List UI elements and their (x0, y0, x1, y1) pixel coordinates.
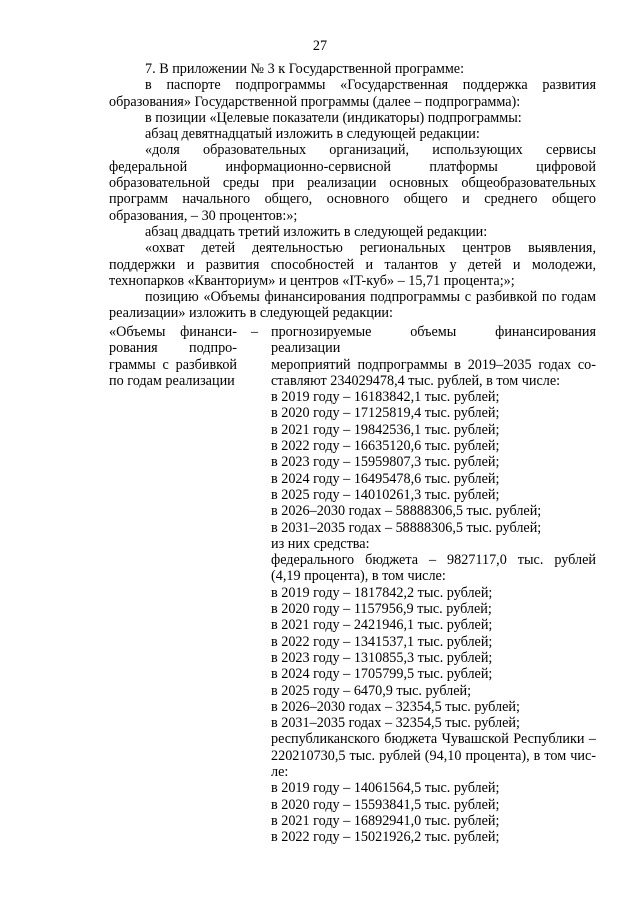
financing-line: в 2021 году – 16892941,0 тыс. рублей; (271, 812, 500, 829)
financing-line: в 2019 году – 16183842,1 тыс. рублей; (271, 389, 500, 406)
financing-line: федерального бюджета – 9827117,0 тыс. рублей (271, 552, 596, 569)
paragraph: абзац девятнадцатый изложить в следующей редакции: (145, 126, 480, 143)
financing-line: в 2031–2035 годах – 58888306,5 тыс. рублей; (271, 519, 542, 536)
financing-line: в 2025 году – 6470,9 тыс. рублей; (271, 682, 472, 699)
financing-line: ставляют 234029478,4 тыс. рублей, в том числе: (271, 372, 561, 389)
financing-line: в 2021 году – 2421946,1 тыс. рублей; (271, 617, 493, 634)
financing-line: 220210730,5 тыс. рублей (94,10 процента), в том чис- (271, 747, 596, 764)
financing-line: в 2024 году – 16495478,6 тыс. рублей; (271, 470, 500, 487)
financing-line: прогнозируемые объемы финансирования реализации (271, 324, 596, 357)
paragraph: в паспорте подпрограммы «Государственная поддержка развития образования» Государственной программы (далее – подпрограмма): (109, 77, 596, 110)
financing-line: из них средства: (271, 535, 370, 552)
financing-line: в 2023 году – 1310855,3 тыс. рублей; (271, 649, 493, 666)
separator-dash: – (251, 324, 259, 340)
parameter-name-line: рования подпро- (109, 340, 237, 357)
paragraph: в позиции «Целевые показатели (индикаторы) подпрограммы: (145, 109, 522, 126)
paragraph: «охват детей деятельностью региональных центров выявления, поддержки и развития способностей и талантов у детей и молодежи, технопарков «Кванториум» и центров «IT-куб» – 15,71 процента;»; (109, 240, 596, 289)
amendment-text (109, 61, 596, 322)
financing-line: в 2024 году – 1705799,5 тыс. рублей; (271, 666, 493, 683)
financing-line: в 2026–2030 годах – 58888306,5 тыс. рублей; (271, 503, 542, 520)
paragraph: «доля образовательных организаций, использующих сервисы федеральной информационно-сервисной платформы цифровой образовательной среды при реализации основных общеобразовательных программ начального общего, основного общего и среднего общего образования, – 30 процентов:»; (109, 142, 596, 224)
financing-line: (4,19 процента), в том числе: (271, 568, 446, 585)
financing-line: в 2019 году – 14061564,5 тыс. рублей; (271, 780, 500, 797)
parameter-name-line: «Объемы финанси- (109, 324, 237, 340)
financing-line: республиканского бюджета Чувашской Республики – (271, 731, 596, 748)
paragraph: позицию «Объемы финансирования подпрограммы с разбивкой по годам реализации» изложить в следующей редакции: (109, 289, 596, 322)
financing-line: в 2022 году – 16635120,6 тыс. рублей; (271, 438, 500, 455)
financing-line: в 2020 году – 17125819,4 тыс. рублей; (271, 405, 500, 422)
financing-details-cell (271, 324, 596, 846)
financing-line: в 2019 году – 1817842,2 тыс. рублей; (271, 584, 493, 601)
financing-line: в 2026–2030 годах – 32354,5 тыс. рублей; (271, 698, 520, 715)
financing-line: в 2025 году – 14010261,3 тыс. рублей; (271, 486, 500, 503)
financing-line: в 2031–2035 годах – 32354,5 тыс. рублей; (271, 715, 520, 732)
paragraph: 7. В приложении № 3 к Государственной программе: (145, 61, 465, 77)
financing-line: в 2022 году – 15021926,2 тыс. рублей; (271, 829, 500, 846)
page-number: 27 (312, 38, 328, 54)
paragraph: абзац двадцать третий изложить в следующей редакции: (145, 223, 488, 240)
financing-line: в 2023 году – 15959807,3 тыс. рублей; (271, 454, 500, 471)
financing-line: в 2022 году – 1341537,1 тыс. рублей; (271, 633, 493, 650)
financing-line: ле: (271, 764, 289, 781)
parameter-name-line: по годам реализации (109, 372, 235, 389)
financing-line: мероприятий подпрограммы в 2019–2035 годах со- (271, 356, 596, 373)
parameter-name-line: граммы с разбивкой (109, 356, 237, 373)
financing-line: в 2021 году – 19842536,1 тыс. рублей; (271, 421, 500, 438)
financing-line: в 2020 году – 15593841,5 тыс. рублей; (271, 796, 500, 813)
parameter-name-cell (109, 324, 237, 389)
financing-line: в 2020 году – 1157956,9 тыс. рублей; (271, 601, 492, 618)
